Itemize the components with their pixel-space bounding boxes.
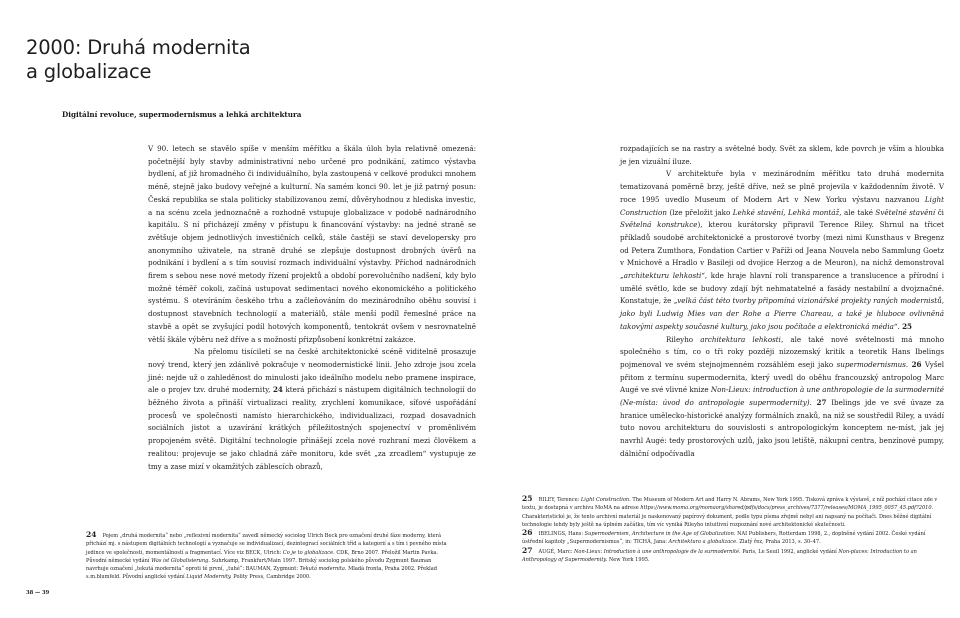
paragraph (620, 334, 944, 461)
chapter-title (26, 36, 250, 84)
url-link[interactable]: https://www.moma.org/momaorg/shared/pdfs/docs/press_archives/7377/releases/MOMA_1995_0057_45.pdf?2010. (640, 505, 934, 512)
italic-run: Light Construction (620, 194, 944, 217)
italic-run: Tekutá modernita. (299, 566, 347, 573)
text-run: (lze přeložit jako (669, 207, 731, 217)
text-run: Vyšel přitom z termínu supermodernita, který uvedl do oběhu francouzský antropolog Marc Augé ve své vlivné knize (620, 359, 944, 395)
footnote-ref-27[interactable]: 27 (816, 398, 827, 408)
footnotes-left (86, 531, 452, 582)
italic-run: Non-Lieux: Introduction à une anthropologie de la surmodernité. (574, 548, 741, 555)
italic-run: „architekturu lehkosti“ (620, 271, 705, 281)
text-run: Na přelomu tisíciletí se na české architektonické scéně viditelně prosazuje nový trend, který jen zdánlivě pokračuje v neomodernistické linii. Jeho zdroje jsou zcela jiné: nejde už o zahleděnost do minulosti jako ideálního modelu nebo pramene inspirace, ale o projev tzv. druhé modernity, (148, 347, 476, 395)
italic-run: Co je to globalizace. (282, 549, 335, 556)
section-subtitle: Digitální revoluce, supermodernismus a lehká architektura (62, 110, 302, 119)
footnote-ref-25[interactable]: 25 (902, 321, 912, 331)
italic-run: „velká část této tvorby připomíná vizionářské projekty raných modernistů, jako byli Ludwig Mies van der Rohe a Pierre Chareau, a také je hluboce ovlivněná takovými aspekty současné kultury, jako jsou počítače a elektronická média“. (620, 296, 944, 331)
text-run: ), kterou kurátorsky připravil Terence Riley. Shrnul na třicet příkladů soudobé architektonické a prostorové tvorby (mezi nimi Kunsthaus v Bregenz od Petera Zumthora, Fondation Cartier v Paříži od Jeana Nouvela nebo Sammlung Goetz v Mnichově a Hradlo v Basileji od dvojice Herzog a de Meuron), na nichž demonstroval (620, 220, 945, 268)
paragraph: V 90. letech se stavělo spíše v menším měřítku a škála úloh byla relativně omezená: početnější byly stavby administrativní nebo určené pro podnikání, zatímco výstavba bydlení, ať již hromadného či individuálního, byla zastoupená v celkové produkci mnohem méně, stejně jako budovy veřejné a kulturní. Na samém konci 90. let je již patrný posun: Česká republika se stala politicky stabilizovanou zemí, důvěryhodnou z hlediska investic, a na scénu zcela jednoznačně a rozhodně vstupuje globalizace v podobě nadnárodního kapitálu. S ní přicházejí změny v přístupu k financování výstavby: na jedné straně se zvětšuje objem jednotlivých investičních celků, stále častěji se staví developersky pro anonymního uživatele, na straně druhé se zlepšuje dostupnost drobných úvěrů na podnikání i bydlení a s tím souvisí rozmach individuální výstavby. Příchod nadnárodních firem s sebou nese nové metody řízení projektů a období porevolučního nadšení, kdy bylo možné téměř cokoli, začíná ustupovat sedimentaci nového ekonomického a politického systému. S otevíráním českého trhu a začleňováním do mezinárodního oběhu souvisí i dostupnost stavebních technologií a materiálů, stále menší podíl řemeslné práce na stavbě a opět se zvyšující podíl hotových komponentů, tentokrát ovšem v nesrovnatelně větší škále výběru než dříve a s možností přizpůsobení konkrétní zakázce. (148, 144, 476, 344)
text-run: Charakteristické je, že tento archivní materiál je naskenovaný papírový dokument, podle typu písma zřejmě nebyl ani napsaný na počítači. Dnes běžné digitální technologie tehdy byly ještě na úplném začátku, tím víc vyniká Rileyho intuitivní rozpoznání nové architektonické skutečnosti. (522, 513, 932, 528)
italic-run: Non-places: Introduction to an Anthropology of Supermodernity. (522, 548, 917, 564)
italic-run: Light Construction. (580, 497, 631, 503)
text-run: , ale také nové světelnosti má mnoho společného s tím, co o tři roky později nizozemský kritik a teoretik Hans Ibelings pojmenoval ve svém stejnojmenném rozsáhlém eseji jako (620, 334, 944, 369)
italic-run: Liquid Modernity. (186, 574, 232, 581)
text-run: New York 1995. (608, 557, 650, 564)
text-run: Pojem „druhá modernita“ nebo „reflexivní modernita“ zavedl německý sociolog Ulrich Beck pro označení druhé fáze moderny, která přichází mj. s nástupem digitálních technologií a vyznačuje se individualizací, dezintegrací sociálních tříd a kategorií a s tím i pevného místa jedince ve společnosti, momentálností a fragmentací. Více viz BECK, Ulrich: (86, 533, 447, 556)
footnote-25 (522, 495, 938, 529)
text-run: The Museum of Modern Art and Harry N. Abrams, New York 1995. Tisková zpráva k výstavě, z níž pochází citace zde v textu, je dostupná v archivu MoMA na adrese (522, 497, 938, 512)
footnote-number: 24 (86, 530, 97, 539)
paragraph (620, 168, 944, 333)
footnote-27 (522, 547, 938, 565)
footnote-number: 25 (522, 494, 533, 503)
italic-run: Non-Lieux: introduction à une anthropologie de la surmodernité (Ne-místa: úvod do antropologie supermodernity). (620, 385, 944, 408)
italic-run: supermodernismus. (836, 359, 909, 369)
footnote-ref-26[interactable]: 26 (911, 359, 922, 369)
body-column-right (620, 143, 944, 461)
text-run: Rileyho (666, 334, 694, 344)
footnote-26 (522, 529, 938, 547)
text-run: která přichází s nástupem digitálních technologií do běžného života a přináší virtualizaci reality, zrychlení komunikace, síťové uspořádání procesů ve společnosti namísto hierarchického, individualizaci, rozpad dosavadních sociálních jistot a uzavírání krátkých příležitostných spojenectví v proměnlivém propojeném světě. Digitální technologie přinášejí zcela nové rozhraní mezi člověkem a realitou: projevuje se jako chladná záře monitoru, kde svět „za zrcadlem“ vystupuje ze tmy a zase mizí v okamžitých záblescích obrazů, (148, 385, 476, 471)
text-run: Ibelings jde ve své úvaze za hranice umělecko-historické analýzy formálních znaků, na niž se soustředil Riley, a uvádí tuto novou architekturu do souvislosti s antropologickým konceptem ne-míst, jak jej navrhl Augé: tedy prostorových uzlů, jako jsou letiště, nákupní centra, benzínové pumpy, dálniční odpočívadla (620, 398, 944, 458)
text-run: CDK, Brno 2007. Přeložil Martin Pavka. Původní německé vydání (86, 549, 438, 564)
italic-run: Architektura a globalizace. (668, 539, 738, 546)
italic-run: Supermodernism, Architecture in the Age of Globalization. (584, 531, 736, 538)
text-run: Zlatý řez, Praha 2013, s. 30–47. (739, 539, 821, 546)
text-run: , kde hraje hlavní roli transparence a translucence a přírodní i umělé světlo, kde se budovy zdají být nehmatatelné a fasády nestabilní a dvojznačné. Konstatuje, že (620, 271, 944, 306)
italic-run: Světelná konstrukce (620, 220, 698, 230)
text-run: RILEY, Terence: (538, 497, 580, 503)
text-run: Polity Press, Cambridge 2000. (233, 574, 311, 581)
italic-run: Světelné stavění (875, 207, 936, 217)
text-run: IBELINGS, Hans: (538, 531, 584, 538)
paragraph: rozpadajících se na rastry a světelné body. Svět za sklem, kde povrch je vším a hloubka je jen vizuální iluze. (620, 144, 944, 166)
text-run: AUGÉ, Marc: (538, 548, 573, 555)
footnote-number: 27 (522, 545, 533, 555)
page-numbers: 38 — 39 (26, 590, 50, 596)
footnote-number: 26 (522, 528, 533, 538)
text-run: V architektuře byla v mezinárodním měřítku tato druhá modernita tematizovaná poměrně brzy, ještě dříve, než se plně projevila v každodenním životě. V roce 1995 uvedlo Museum of Modern Art v New Yorku výstavu nazvanou (620, 169, 944, 204)
text-run: či (937, 207, 944, 217)
paragraph (148, 346, 476, 473)
text-run: NAI Publishers, Rotterdam 1998, 2., doplněné vydání 2002. České vydání ústřední kapitoly „Supermodernismus“, in: TICHÁ, Jana: (522, 531, 926, 546)
text-run: ale také (844, 207, 873, 217)
italic-run: Lehké stavění, Lehká montáž, (732, 207, 842, 217)
italic-run: Was ist Globalisierung. (151, 557, 211, 564)
text-run: Paris, Le Seuil 1992, anglické vydání (742, 548, 837, 555)
footnote-24 (86, 531, 452, 582)
chapter-title-line-2: a globalizace (26, 60, 152, 83)
chapter-title-line-1: 2000: Druhá modernita (26, 36, 251, 59)
body-column-left (148, 143, 476, 473)
text-run: Mladá fronta, Praha 2002. Překlad s.m.blumfeld. Původní anglické vydání (86, 566, 438, 581)
footnotes-right (522, 495, 938, 564)
italic-run: architektura lehkosti (700, 334, 781, 344)
footnote-ref-24[interactable]: 24 (272, 385, 283, 395)
text-run: Suhrkamp, Frankfurt/Main 1997. Britský sociolog polského původu Zygmunt Bauman navrhuje označení „tekutá modernita“ oproti té první, „tuhé“: BAUMAN, Zygmunt: (86, 557, 432, 573)
